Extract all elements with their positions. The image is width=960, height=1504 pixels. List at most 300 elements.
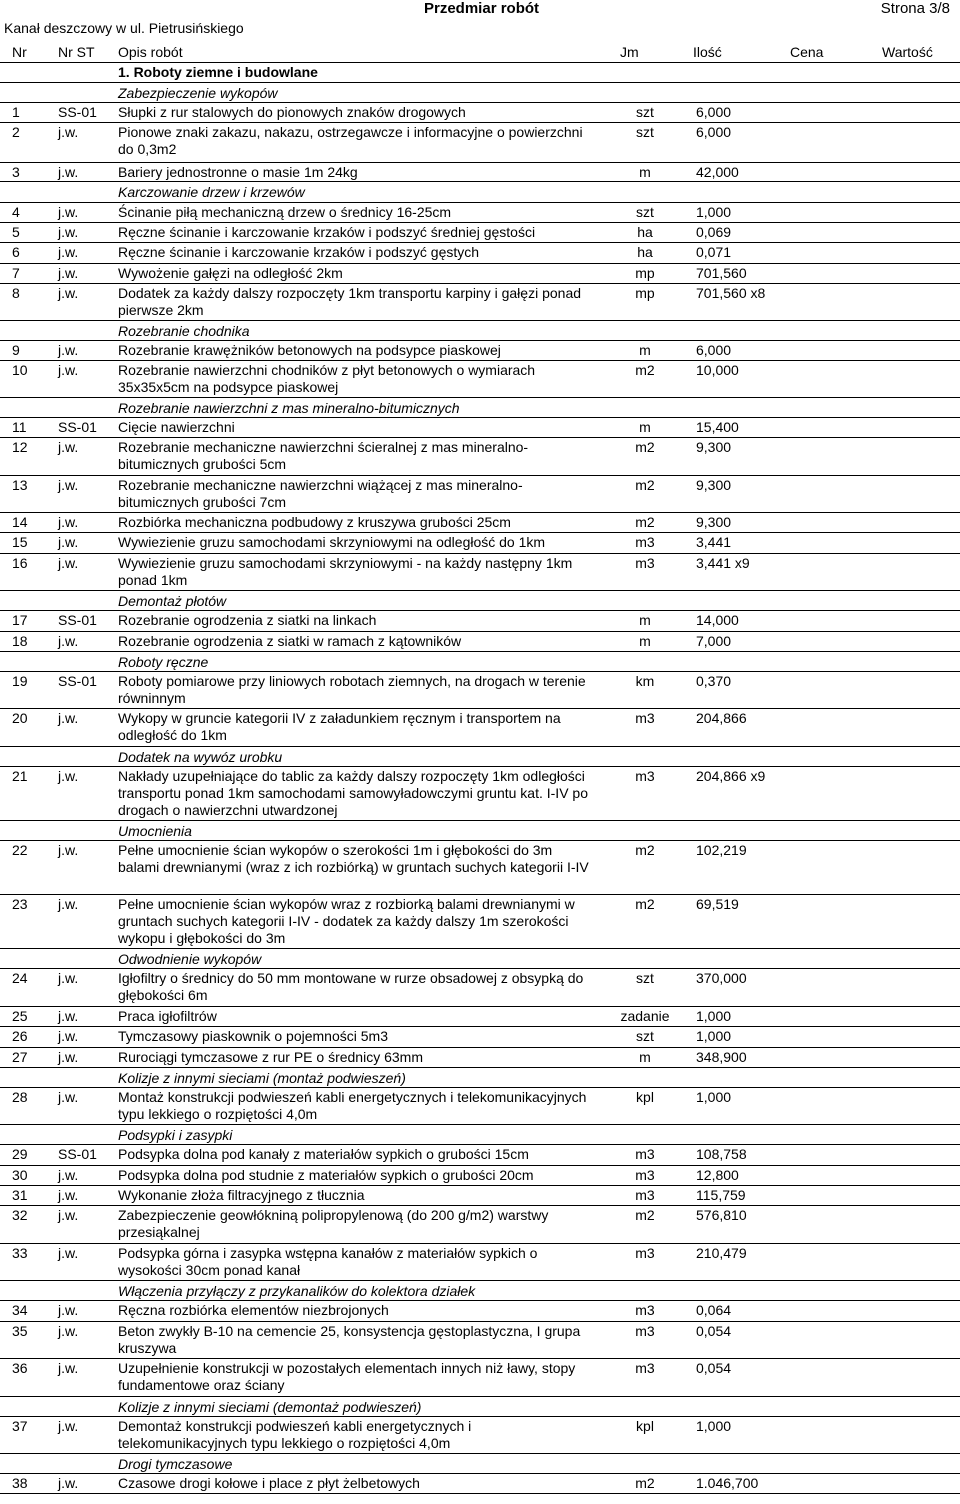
- item-description: Tymczasowy piaskownik o pojemności 5m3: [112, 1026, 602, 1047]
- empty-cell: [836, 1243, 960, 1280]
- spec-code: j.w.: [52, 340, 112, 360]
- item-description: Rurociągi tymczasowe z rur PE o średnicy 63mm: [112, 1047, 602, 1067]
- unit: m3: [602, 1321, 688, 1358]
- table-row: [0, 1047, 960, 1067]
- unit: km: [602, 671, 688, 708]
- category-row: [0, 1396, 960, 1416]
- empty-cell: [836, 671, 960, 708]
- quantity: 701,560 x8: [688, 283, 836, 320]
- empty-cell: [836, 360, 960, 397]
- table-row: [0, 283, 960, 320]
- item-number: 13: [0, 475, 52, 512]
- empty-cell: [836, 1185, 960, 1205]
- empty-cell: [836, 512, 960, 532]
- quantity: 1,000: [688, 1026, 836, 1047]
- spec-code: j.w.: [52, 968, 112, 1006]
- spec-code: j.w.: [52, 894, 112, 948]
- quantity: 204,866: [688, 708, 836, 746]
- category-heading: Odwodnienie wykopów: [112, 948, 960, 968]
- spec-code: j.w.: [52, 553, 112, 590]
- col-qty: Ilość: [693, 44, 722, 60]
- item-description: Demontaż konstrukcji podwieszeń kabli energetycznych i telekomunikacyjnych typu lekkiego o rozpiętości 4,0m: [112, 1416, 602, 1453]
- table-row: [0, 1087, 960, 1124]
- quantity: 0,069: [688, 222, 836, 242]
- item-number: 2: [0, 122, 52, 162]
- item-number: 38: [0, 1473, 52, 1493]
- spec-code: j.w.: [52, 1358, 112, 1396]
- table-row: [0, 1416, 960, 1453]
- item-description: Bariery jednostronne o masie 1m 24kg: [112, 162, 602, 181]
- empty-cell: [836, 475, 960, 512]
- col-price: Cena: [790, 44, 824, 60]
- item-description: Igłofiltry o średnicy do 50 mm montowane w rurze obsadowej z obsypką do głębokości 6m: [112, 968, 602, 1006]
- quantity: 9,300: [688, 512, 836, 532]
- spec-code: j.w.: [52, 263, 112, 283]
- category-heading: Karczowanie drzew i krzewów: [112, 181, 960, 202]
- unit: mp: [602, 283, 688, 320]
- category-row: [0, 397, 960, 417]
- category-heading: Roboty ręczne: [112, 651, 960, 671]
- unit: m3: [602, 708, 688, 746]
- document-title: Przedmiar robót: [424, 0, 540, 17]
- category-heading: Demontaż płotów: [112, 590, 960, 610]
- quantity: 348,900: [688, 1047, 836, 1067]
- table-row: [0, 1144, 960, 1165]
- item-number: 37: [0, 1416, 52, 1453]
- table-row: [0, 671, 960, 708]
- quantity: 42,000: [688, 162, 836, 181]
- empty-cell: [836, 1205, 960, 1243]
- unit: m: [602, 1047, 688, 1067]
- empty-cell: [836, 1165, 960, 1185]
- unit: m: [602, 162, 688, 181]
- quantity: 1,000: [688, 1416, 836, 1453]
- table-row: [0, 532, 960, 553]
- empty-cell: [836, 532, 960, 553]
- table-row: [0, 1006, 960, 1026]
- empty-cell: [836, 1144, 960, 1165]
- quantity: 7,000: [688, 631, 836, 651]
- category-heading: Włączenia przyłączy z przykanalików do kolektora działek: [112, 1280, 960, 1300]
- empty-cell: [836, 1026, 960, 1047]
- spec-code: j.w.: [52, 766, 112, 820]
- unit: m: [602, 417, 688, 437]
- column-header-row: [0, 42, 960, 63]
- spec-code: j.w.: [52, 162, 112, 181]
- empty-cell: [0, 651, 112, 671]
- table-row: [0, 1300, 960, 1321]
- category-heading: Podsypki i zasypki: [112, 1124, 960, 1144]
- spec-code: j.w.: [52, 1300, 112, 1321]
- item-description: Dodatek za każdy dalszy rozpoczęty 1km transportu karpiny i gałęzi ponad pierwsze 2km: [112, 283, 602, 320]
- col-desc: Opis robót: [118, 44, 183, 60]
- item-description: Roboty pomiarowe przy liniowych robotach ziemnych, na drogach w terenie równinnym: [112, 671, 602, 708]
- empty-cell: [0, 1280, 112, 1300]
- item-number: 25: [0, 1006, 52, 1026]
- table-row: [0, 222, 960, 242]
- item-number: 32: [0, 1205, 52, 1243]
- unit: kpl: [602, 1416, 688, 1453]
- table-row: [0, 437, 960, 475]
- item-number: 3: [0, 162, 52, 181]
- category-row: [0, 1280, 960, 1300]
- item-description: Montaż konstrukcji podwieszeń kabli energetycznych i telekomunikacyjnych typu lekkiego o rozpiętości 4,0m: [112, 1087, 602, 1124]
- spec-code: j.w.: [52, 202, 112, 222]
- empty-cell: [836, 766, 960, 820]
- item-description: Rozbiórka mechaniczna podbudowy z kruszywa grubości 25cm: [112, 512, 602, 532]
- category-heading: Rozebranie nawierzchni z mas mineralno-bitumicznych: [112, 397, 960, 417]
- quantity: 576,810: [688, 1205, 836, 1243]
- spec-code: j.w.: [52, 1185, 112, 1205]
- item-description: Rozebranie mechaniczne nawierzchni wiążącej z mas mineralno-bitumicznych grubości 7cm: [112, 475, 602, 512]
- empty-cell: [0, 397, 112, 417]
- spec-code: j.w.: [52, 1243, 112, 1280]
- quantity: 3,441: [688, 532, 836, 553]
- item-description: Ręczne ścinanie i karczowanie krzaków i podszyć średniej gęstości: [112, 222, 602, 242]
- col-nr: Nr: [12, 44, 27, 60]
- table-row: [0, 1473, 960, 1493]
- item-number: 28: [0, 1087, 52, 1124]
- table-row: [0, 202, 960, 222]
- empty-cell: [836, 708, 960, 746]
- unit: m3: [602, 553, 688, 590]
- item-description: Rozebranie ogrodzenia z siatki na linkach: [112, 610, 602, 631]
- item-number: 35: [0, 1321, 52, 1358]
- item-description: Rozebranie nawierzchni chodników z płyt betonowych o wymiarach 35x35x5cm na podsypce piaskowej: [112, 360, 602, 397]
- item-number: 16: [0, 553, 52, 590]
- unit: m3: [602, 1165, 688, 1185]
- table-row: [0, 102, 960, 122]
- quantity: 9,300: [688, 475, 836, 512]
- empty-cell: [0, 1453, 112, 1473]
- unit: m: [602, 340, 688, 360]
- empty-cell: [836, 340, 960, 360]
- empty-cell: [0, 320, 112, 340]
- unit: kpl: [602, 1087, 688, 1124]
- item-description: Pełne umocnienie ścian wykopów o szerokości 1m i głębokości do 3m balami drewnianymi (wraz z ich rozbiórką) w gruntach suchych kategorii I-IV: [112, 840, 602, 894]
- spec-code: j.w.: [52, 1026, 112, 1047]
- table-row: [0, 1321, 960, 1358]
- item-description: Słupki z rur stalowych do pionowych znaków drogowych: [112, 102, 602, 122]
- category-row: [0, 320, 960, 340]
- quantity: 0,370: [688, 671, 836, 708]
- empty-cell: [836, 102, 960, 122]
- item-description: Cięcie nawierzchni: [112, 417, 602, 437]
- table-row: [0, 766, 960, 820]
- item-number: 22: [0, 840, 52, 894]
- spec-code: j.w.: [52, 122, 112, 162]
- quantity: 12,800: [688, 1165, 836, 1185]
- item-description: Ręczne ścinanie i karczowanie krzaków i podszyć gęstych: [112, 242, 602, 263]
- item-description: Beton zwykły B-10 na cemencie 25, konsystencja gęstoplastyczna, I grupa kruszywa: [112, 1321, 602, 1358]
- empty-cell: [836, 1047, 960, 1067]
- quantity: 6,000: [688, 122, 836, 162]
- section-heading: 1. Roboty ziemne i budowlane: [112, 62, 960, 82]
- empty-cell: [836, 1321, 960, 1358]
- item-description: Wykonanie złoża filtracyjnego z tłucznia: [112, 1185, 602, 1205]
- empty-cell: [836, 1416, 960, 1453]
- quantity: 1.046,700: [688, 1473, 836, 1493]
- table-row: [0, 340, 960, 360]
- item-number: 20: [0, 708, 52, 746]
- spec-code: SS-01: [52, 1144, 112, 1165]
- category-row: [0, 590, 960, 610]
- empty-cell: [0, 181, 112, 202]
- empty-cell: [836, 122, 960, 162]
- item-number: 12: [0, 437, 52, 475]
- empty-cell: [836, 1006, 960, 1026]
- table-row: [0, 1205, 960, 1243]
- unit: m2: [602, 1473, 688, 1493]
- item-number: 10: [0, 360, 52, 397]
- empty-cell: [836, 840, 960, 894]
- spec-code: j.w.: [52, 840, 112, 894]
- quantity: 115,759: [688, 1185, 836, 1205]
- quantity: 1,000: [688, 202, 836, 222]
- page-number: Strona 3/8: [880, 0, 950, 17]
- empty-cell: [0, 590, 112, 610]
- item-description: Podsypka górna i zasypka wstępna kanałów z materiałów sypkich o wysokości 30cm ponad kanał: [112, 1243, 602, 1280]
- category-row: [0, 181, 960, 202]
- unit: m2: [602, 360, 688, 397]
- item-description: Wywiezienie gruzu samochodami skrzyniowymi na odległość do 1km: [112, 532, 602, 553]
- item-description: Pełne umocnienie ścian wykopów wraz z rozbiorką balami drewnianymi w gruntach suchych kategorii I-IV - dodatek za każdy dalszy 1m szerokości wykopu i głębokości do 3m: [112, 894, 602, 948]
- unit: mp: [602, 263, 688, 283]
- empty-cell: [836, 263, 960, 283]
- item-number: 17: [0, 610, 52, 631]
- item-number: 9: [0, 340, 52, 360]
- item-number: 8: [0, 283, 52, 320]
- item-description: Praca igłofiltrów: [112, 1006, 602, 1026]
- empty-cell: [836, 610, 960, 631]
- unit: m3: [602, 1358, 688, 1396]
- empty-cell: [836, 553, 960, 590]
- item-description: Rozebranie mechaniczne nawierzchni ścieralnej z mas mineralno-bitumicznych grubości 5cm: [112, 437, 602, 475]
- item-number: 19: [0, 671, 52, 708]
- item-number: 14: [0, 512, 52, 532]
- empty-cell: [836, 437, 960, 475]
- item-description: Podsypka dolna pod kanały z materiałów sypkich o grubości 15cm: [112, 1144, 602, 1165]
- empty-cell: [0, 62, 112, 82]
- table-row: [0, 708, 960, 746]
- item-number: 26: [0, 1026, 52, 1047]
- empty-cell: [836, 222, 960, 242]
- unit: m2: [602, 840, 688, 894]
- col-st: Nr ST: [58, 44, 95, 60]
- item-number: 5: [0, 222, 52, 242]
- item-number: 1: [0, 102, 52, 122]
- unit: m2: [602, 1205, 688, 1243]
- spec-code: j.w.: [52, 437, 112, 475]
- spec-code: SS-01: [52, 610, 112, 631]
- spec-code: j.w.: [52, 360, 112, 397]
- item-description: Rozebranie krawężników betonowych na podsypce piaskowej: [112, 340, 602, 360]
- quantity: 6,000: [688, 340, 836, 360]
- item-description: Wywiezienie gruzu samochodami skrzyniowymi - na każdy następny 1km ponad 1km: [112, 553, 602, 590]
- table-row: [0, 610, 960, 631]
- item-description: Ścinanie piłą mechaniczną drzew o średnicy 16-25cm: [112, 202, 602, 222]
- quantity: 210,479: [688, 1243, 836, 1280]
- empty-cell: [836, 968, 960, 1006]
- empty-cell: [0, 820, 112, 840]
- item-number: 27: [0, 1047, 52, 1067]
- quantity: 0,054: [688, 1321, 836, 1358]
- item-description: Wykopy w gruncie kategorii IV z załadunkiem ręcznym i transportem na odległość do 1km: [112, 708, 602, 746]
- item-number: 6: [0, 242, 52, 263]
- spec-code: j.w.: [52, 1165, 112, 1185]
- spec-code: j.w.: [52, 1321, 112, 1358]
- unit: szt: [602, 102, 688, 122]
- unit: szt: [602, 968, 688, 1006]
- category-heading: Kolizje z innymi sieciami (montaż podwieszeń): [112, 1067, 960, 1087]
- empty-cell: [836, 894, 960, 948]
- quantity: 204,866 x9: [688, 766, 836, 820]
- unit: szt: [602, 202, 688, 222]
- empty-cell: [0, 948, 112, 968]
- empty-cell: [836, 1087, 960, 1124]
- table-row: [0, 1358, 960, 1396]
- table-row: [0, 1026, 960, 1047]
- item-description: Czasowe drogi kołowe i place z płyt żelbetowych: [112, 1473, 602, 1493]
- spec-code: j.w.: [52, 475, 112, 512]
- table-row: [0, 162, 960, 181]
- table-row: [0, 894, 960, 948]
- quantity: 0,064: [688, 1300, 836, 1321]
- table-row: [0, 968, 960, 1006]
- table-row: [0, 263, 960, 283]
- item-number: 7: [0, 263, 52, 283]
- quantity: 108,758: [688, 1144, 836, 1165]
- category-row: [0, 746, 960, 766]
- spec-code: SS-01: [52, 417, 112, 437]
- table-row: [0, 1243, 960, 1280]
- category-heading: Dodatek na wywóz urobku: [112, 746, 960, 766]
- empty-cell: [836, 202, 960, 222]
- quantity: 3,441 x9: [688, 553, 836, 590]
- unit: m: [602, 610, 688, 631]
- item-number: 15: [0, 532, 52, 553]
- unit: m3: [602, 1144, 688, 1165]
- item-description: Pionowe znaki zakazu, nakazu, ostrzegawcze i informacyjne o powierzchni do 0,3m2: [112, 122, 602, 162]
- table-row: [0, 417, 960, 437]
- item-number: 23: [0, 894, 52, 948]
- item-number: 4: [0, 202, 52, 222]
- category-row: [0, 1453, 960, 1473]
- category-heading: Rozebranie chodnika: [112, 320, 960, 340]
- table-body: [0, 62, 960, 1493]
- category-heading: Drogi tymczasowe: [112, 1453, 960, 1473]
- table-row: [0, 360, 960, 397]
- table-row: [0, 242, 960, 263]
- spec-code: j.w.: [52, 1087, 112, 1124]
- quantity: 0,071: [688, 242, 836, 263]
- item-number: 30: [0, 1165, 52, 1185]
- unit: m: [602, 631, 688, 651]
- spec-code: j.w.: [52, 242, 112, 263]
- unit: m2: [602, 512, 688, 532]
- unit: m3: [602, 1185, 688, 1205]
- item-number: 18: [0, 631, 52, 651]
- category-row: [0, 1067, 960, 1087]
- empty-cell: [0, 82, 112, 102]
- empty-cell: [836, 417, 960, 437]
- item-number: 34: [0, 1300, 52, 1321]
- category-heading: Zabezpieczenie wykopów: [112, 82, 960, 102]
- table-row: [0, 512, 960, 532]
- table-row: [0, 1185, 960, 1205]
- empty-cell: [836, 1473, 960, 1493]
- unit: m2: [602, 437, 688, 475]
- item-description: Uzupełnienie konstrukcji w pozostałych elementach innych niż ławy, stopy fundamentowe oraz ściany: [112, 1358, 602, 1396]
- item-description: Rozebranie ogrodzenia z siatki w ramach z kątowników: [112, 631, 602, 651]
- quantity: 14,000: [688, 610, 836, 631]
- unit: ha: [602, 242, 688, 263]
- table-row: [0, 122, 960, 162]
- unit: m3: [602, 1243, 688, 1280]
- spec-code: j.w.: [52, 1205, 112, 1243]
- quantity: 6,000: [688, 102, 836, 122]
- item-number: 24: [0, 968, 52, 1006]
- table-row: [0, 475, 960, 512]
- category-row: [0, 1124, 960, 1144]
- item-description: Zabezpieczenie geowłókniną polipropylenową (do 200 g/m2) warstwy przesiąkalnej: [112, 1205, 602, 1243]
- unit: m2: [602, 475, 688, 512]
- unit: m2: [602, 894, 688, 948]
- cost-estimate-table: [0, 62, 960, 1494]
- item-description: Wywożenie gałęzi na odległość 2km: [112, 263, 602, 283]
- category-heading: Umocnienia: [112, 820, 960, 840]
- item-description: Podsypka dolna pod studnie z materiałów sypkich o grubości 20cm: [112, 1165, 602, 1185]
- unit: zadanie: [602, 1006, 688, 1026]
- empty-cell: [0, 1396, 112, 1416]
- quantity: 69,519: [688, 894, 836, 948]
- empty-cell: [836, 631, 960, 651]
- category-row: [0, 948, 960, 968]
- col-value: Wartość: [882, 44, 933, 60]
- spec-code: j.w.: [52, 1473, 112, 1493]
- unit: m3: [602, 1300, 688, 1321]
- item-number: 29: [0, 1144, 52, 1165]
- unit: ha: [602, 222, 688, 242]
- spec-code: j.w.: [52, 283, 112, 320]
- table-row: [0, 553, 960, 590]
- spec-code: j.w.: [52, 1047, 112, 1067]
- page-header: [0, 0, 960, 40]
- empty-cell: [0, 746, 112, 766]
- empty-cell: [836, 283, 960, 320]
- item-number: 21: [0, 766, 52, 820]
- empty-cell: [836, 162, 960, 181]
- spec-code: SS-01: [52, 102, 112, 122]
- quantity: 15,400: [688, 417, 836, 437]
- section-row: [0, 62, 960, 82]
- spec-code: SS-01: [52, 671, 112, 708]
- category-row: [0, 82, 960, 102]
- item-number: 36: [0, 1358, 52, 1396]
- spec-code: j.w.: [52, 1416, 112, 1453]
- category-row: [0, 820, 960, 840]
- spec-code: j.w.: [52, 222, 112, 242]
- empty-cell: [836, 242, 960, 263]
- quantity: 10,000: [688, 360, 836, 397]
- col-jm: Jm: [620, 44, 639, 60]
- quantity: 1,000: [688, 1087, 836, 1124]
- category-heading: Kolizje z innymi sieciami (demontaż podwieszeń): [112, 1396, 960, 1416]
- quantity: 701,560: [688, 263, 836, 283]
- spec-code: j.w.: [52, 532, 112, 553]
- quantity: 102,219: [688, 840, 836, 894]
- item-number: 31: [0, 1185, 52, 1205]
